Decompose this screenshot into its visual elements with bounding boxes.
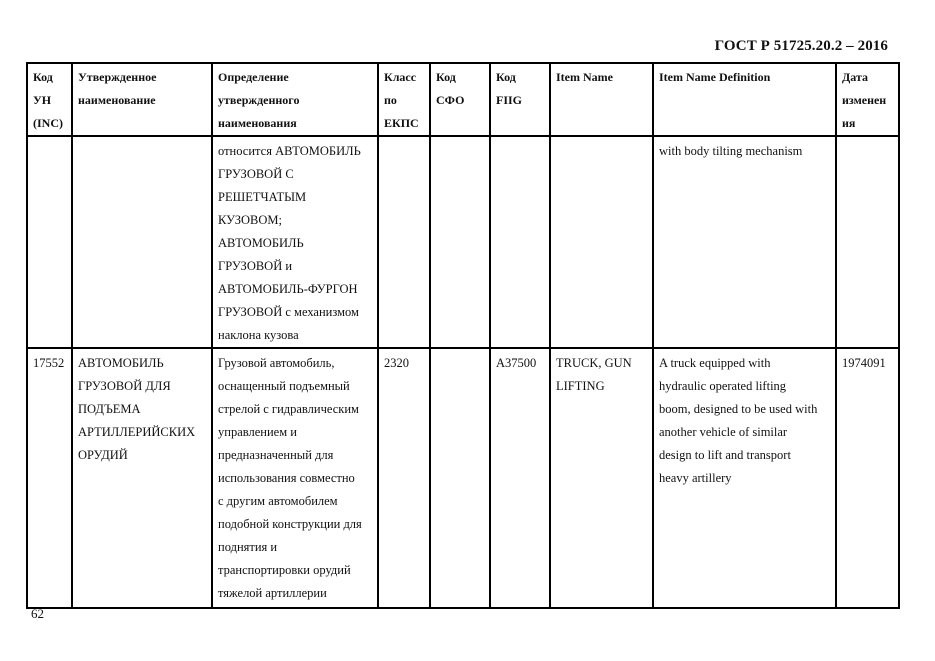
cell-line: АВТОМОБИЛЬ-ФУРГОН [218, 282, 358, 296]
nomenclature-table [26, 62, 900, 609]
cell-line: АРТИЛЛЕРИЙСКИХ [78, 425, 196, 439]
cell-sfo-code [430, 348, 490, 608]
cell-approved-name [72, 348, 212, 608]
cell-line: ГРУЗОВОЙ с механизмом [218, 305, 359, 319]
column-header-item-name-definition [653, 63, 836, 136]
cell-line: КУЗОВОМ; [218, 213, 283, 227]
header-line: наименования [218, 116, 297, 130]
column-header-sfo-code [430, 63, 490, 136]
table-row [27, 348, 899, 608]
header-line: ия [842, 116, 856, 130]
column-header-item-name [550, 63, 653, 136]
header-line: Класс [384, 70, 417, 84]
cell-fiig-code [490, 136, 550, 348]
cell-line: A truck equipped with [659, 356, 771, 370]
header-line: УН [33, 93, 52, 107]
cell-line: поднятия и [218, 540, 278, 554]
cell-line: ГРУЗОВОЙ ДЛЯ [78, 379, 171, 393]
header-line: СФО [436, 93, 465, 107]
cell-line: hydraulic operated lifting [659, 379, 787, 393]
cell-inc [27, 348, 72, 608]
cell-line: подобной конструкции для [218, 517, 362, 531]
header-line: Item Name Definition [659, 70, 771, 84]
column-header-change-date [836, 63, 899, 136]
column-header-approved-name [72, 63, 212, 136]
cell-approved-name [72, 136, 212, 348]
cell-sfo-code [430, 136, 490, 348]
cell-change-date [836, 348, 899, 608]
cell-line: использования совместно [218, 471, 355, 485]
header-line: Утвержденное [78, 70, 157, 84]
header-line: Item Name [556, 70, 613, 84]
cell-item-name [550, 348, 653, 608]
cell-line: стрелой с гидравлическим [218, 402, 359, 416]
cell-line: наклона кузова [218, 328, 299, 342]
column-header-ekps-class [378, 63, 430, 136]
cell-item-name [550, 136, 653, 348]
cell-line: ГРУЗОВОЙ С [218, 167, 294, 181]
cell-line: with body tilting mechanism [659, 144, 803, 158]
cell-line: A37500 [496, 356, 537, 370]
cell-line: АВТОМОБИЛЬ [218, 236, 304, 250]
cell-line: управлением и [218, 425, 297, 439]
cell-line: ОРУДИЙ [78, 448, 128, 462]
cell-line: транспортировки орудий [218, 563, 351, 577]
cell-line: ПОДЪЕМА [78, 402, 141, 416]
header-line: наименование [78, 93, 156, 107]
cell-line: относится АВТОМОБИЛЬ [218, 144, 361, 158]
column-header-definition [212, 63, 378, 136]
header-line: Код [496, 70, 516, 84]
cell-definition [212, 348, 378, 608]
cell-line: 2320 [384, 356, 409, 370]
header-line: Определение [218, 70, 289, 84]
cell-ekps-class [378, 136, 430, 348]
cell-line: boom, designed to be used with [659, 402, 818, 416]
cell-line: design to lift and transport [659, 448, 791, 462]
header-line: Код [436, 70, 456, 84]
cell-line: 1974091 [842, 356, 886, 370]
cell-change-date [836, 136, 899, 348]
cell-line: АВТОМОБИЛЬ [78, 356, 164, 370]
cell-line: предназначенный для [218, 448, 334, 462]
header-line: Дата [842, 70, 868, 84]
cell-line: ГРУЗОВОЙ и [218, 259, 293, 273]
table-header-row [27, 63, 899, 136]
cell-line: LIFTING [556, 379, 605, 393]
table-row [27, 136, 899, 348]
page-number: 62 [31, 606, 44, 621]
header-line: по [384, 93, 397, 107]
cell-item-name-definition [653, 136, 836, 348]
cell-line: 17552 [33, 356, 65, 370]
cell-item-name-definition [653, 348, 836, 608]
cell-ekps-class [378, 348, 430, 608]
cell-line: Грузовой автомобиль, [218, 356, 335, 370]
cell-line: с другим автомобилем [218, 494, 338, 508]
cell-line: another vehicle of similar [659, 425, 788, 439]
cell-line: оснащенный подъемный [218, 379, 350, 393]
column-header-inc [27, 63, 72, 136]
cell-fiig-code [490, 348, 550, 608]
cell-line: РЕШЕТЧАТЫМ [218, 190, 307, 204]
column-header-fiig-code [490, 63, 550, 136]
header-line: утвержденного [218, 93, 300, 107]
header-line: Код [33, 70, 53, 84]
cell-definition [212, 136, 378, 348]
document-standard-code: ГОСТ Р 51725.20.2 – 2016 [714, 38, 888, 54]
header-line: (INC) [33, 116, 63, 130]
cell-inc [27, 136, 72, 348]
cell-line: тяжелой артиллерии [218, 586, 327, 600]
header-line: изменен [842, 93, 887, 107]
cell-line: TRUCK, GUN [556, 356, 632, 370]
cell-line: heavy artillery [659, 471, 732, 485]
header-line: ЕКПС [384, 116, 419, 130]
header-line: FIIG [496, 93, 523, 107]
